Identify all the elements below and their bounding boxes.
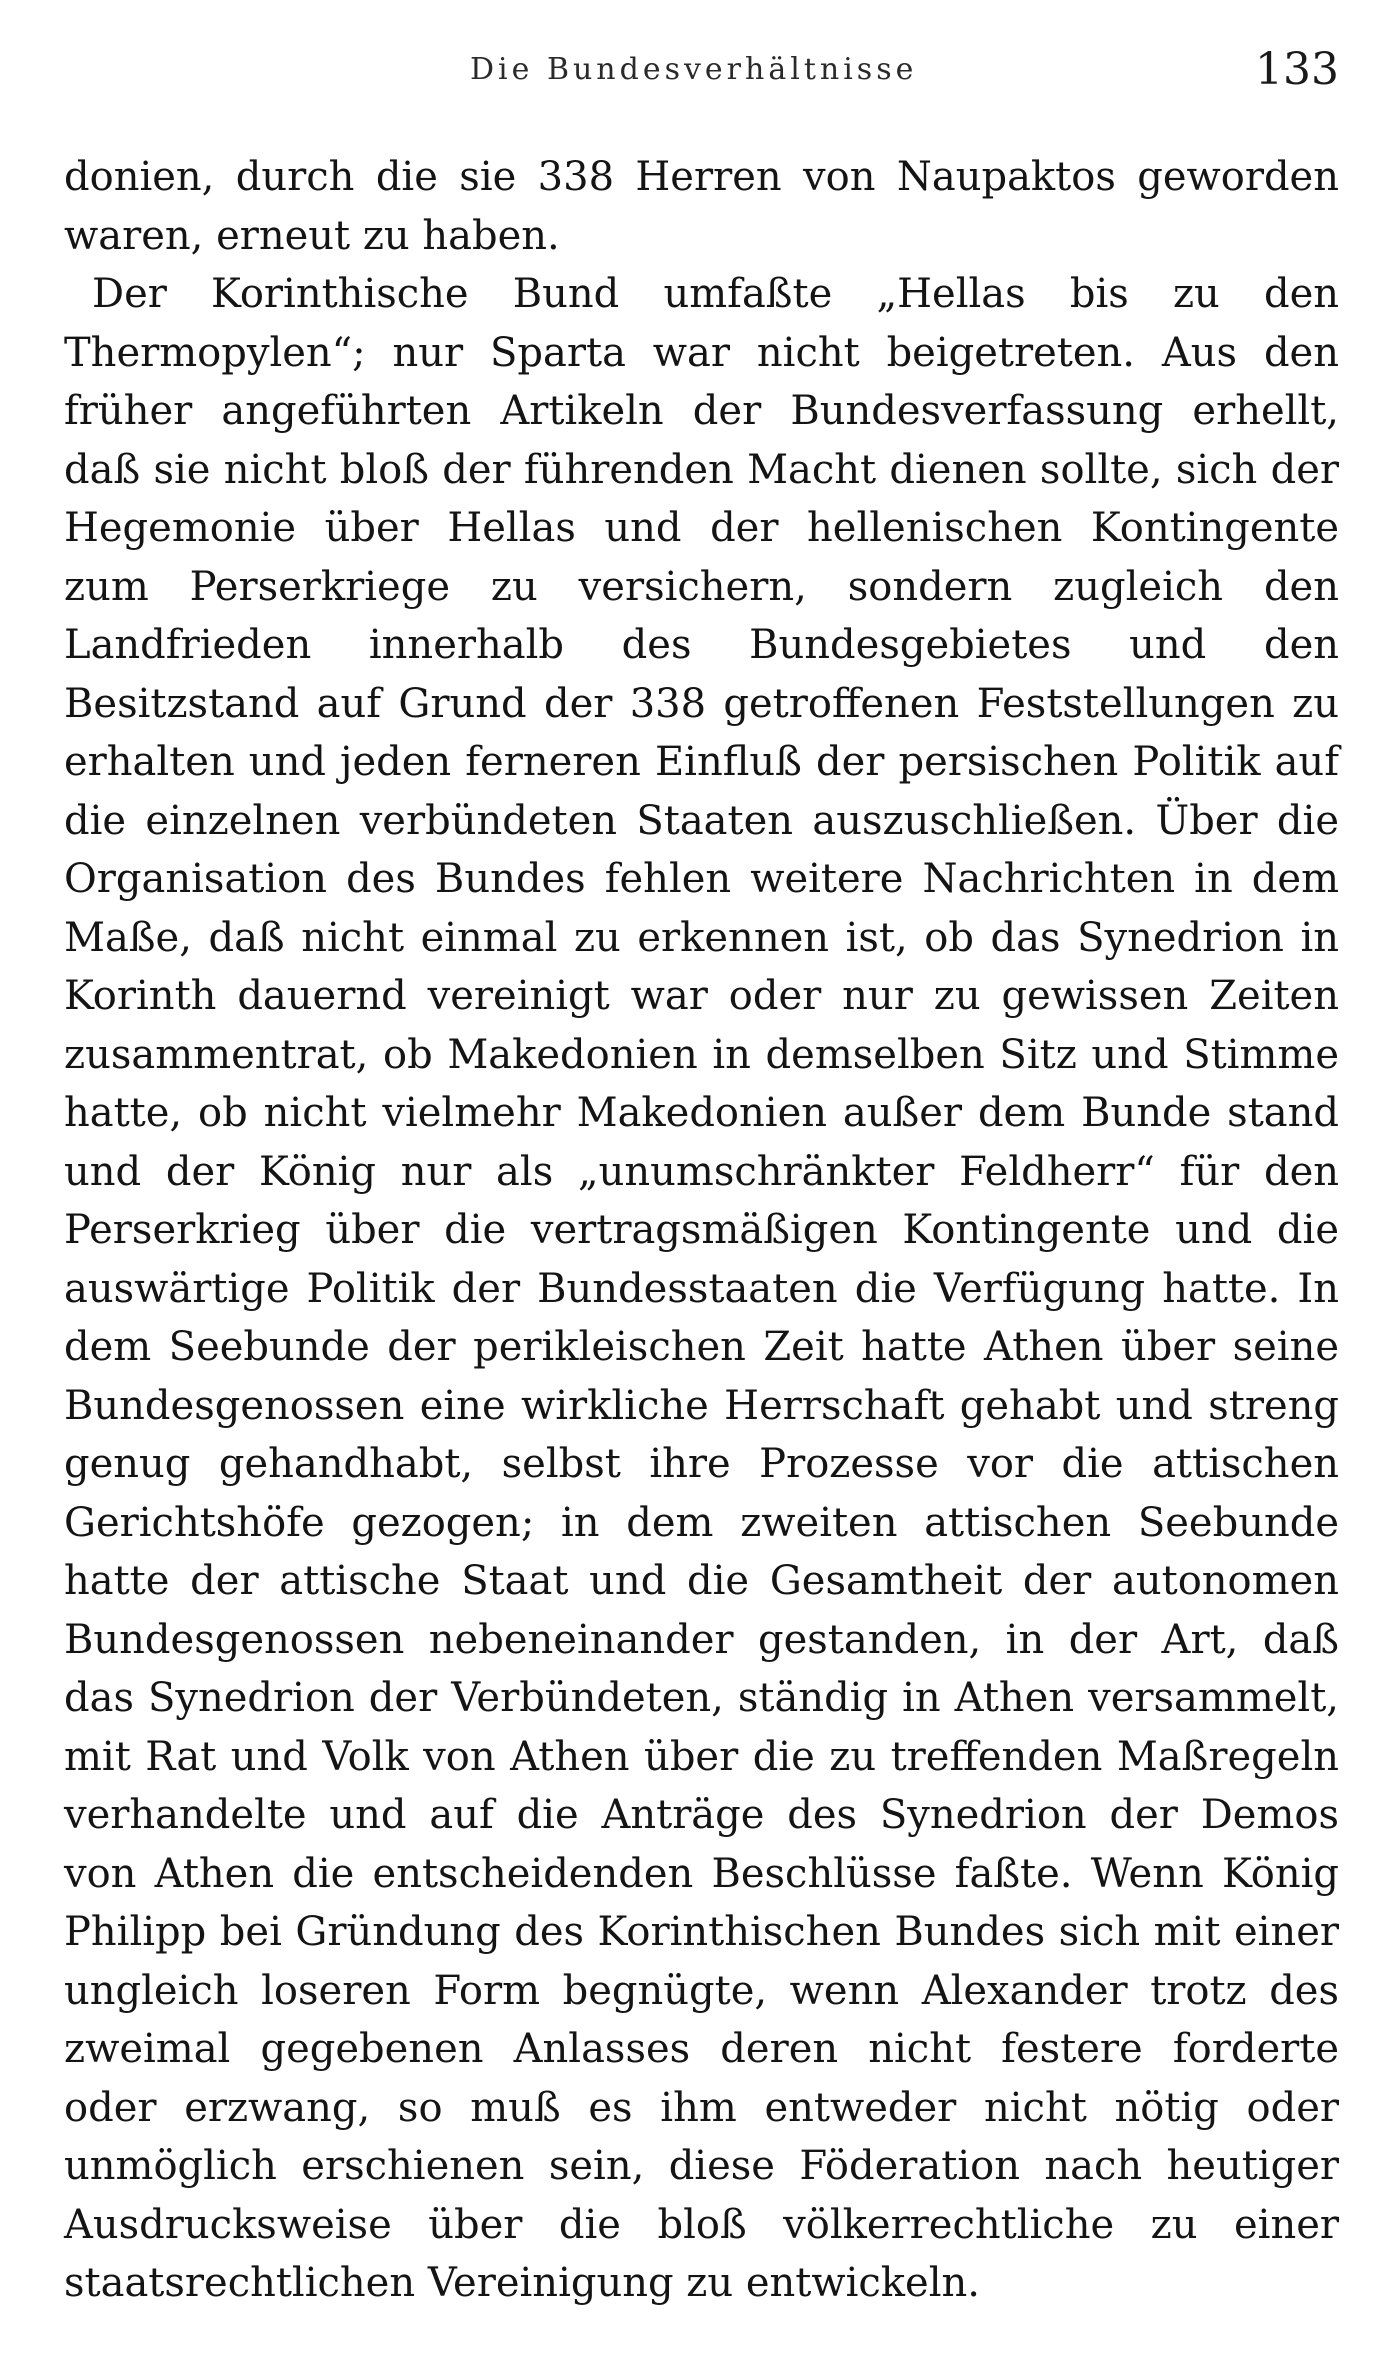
- paragraph-continuation: donien, durch die sie 338 Herren von Naupaktos geworden waren, erneut zu haben.: [64, 154, 1339, 259]
- paragraph-korinthischer-bund: Der Korinthische Bund umfaßte „Hellas bis zu den Thermopylen“; nur Sparta war nicht beigetreten. Aus den früher angeführten Artikeln der Bundesverfassung erhellt, daß sie nicht bloß der führenden Macht dienen sollte, sich der Hegemonie über Hellas und der hellenischen Kontingente zum Perserkriege zu versichern, sondern zugleich den Landfrieden innerhalb des Bundesgebietes und den Besitzstand auf Grund der 338 getroffenen Feststellungen zu erhalten und jeden ferneren Einfluß der persischen Politik auf die einzelnen verbündeten Staaten auszuschließen. Über die Organisation des Bundes fehlen weitere Nachrichten in dem Maße, daß nicht einmal zu erkennen ist, ob das Synedrion in Korinth dauernd vereinigt war oder nur zu gewissen Zeiten zusammentrat, ob Makedonien in demselben Sitz und Stimme hatte, ob nicht vielmehr Makedonien außer dem Bunde stand und der König nur als „unumschränkter Feldherr“ für den Perserkrieg über die vertragsmäßigen Kontingente und die auswärtige Politik der Bundesstaaten die Verfügung hatte. In dem Seebunde der perikleischen Zeit hatte Athen über seine Bundesgenossen eine wirkliche Herrschaft gehabt und streng genug gehandhabt, selbst ihre Prozesse vor die attischen Gerichtshöfe gezogen; in dem zweiten attischen Seebunde hatte der attische Staat und die Gesamtheit der autonomen Bundesgenossen nebeneinander gestanden, in der Art, daß das Synedrion der Verbündeten, ständig in Athen versammelt, mit Rat und Volk von Athen über die zu treffenden Maßregeln verhandelte und auf die Anträge des Synedrion der Demos von Athen die entscheidenden Beschlüsse faßte. Wenn König Philipp bei Gründung des Korinthischen Bundes sich mit einer ungleich loseren Form begnügte, wenn Alexander trotz des zweimal gegebenen Anlasses deren nicht festere forderte oder erzwang, so muß es ihm entweder nicht nötig oder unmöglich erschienen sein, diese Föderation nach heutiger Ausdrucksweise über die bloß völkerrechtliche zu einer staatsrechtlichen Vereinigung zu entwickeln.: [64, 271, 1339, 2306]
- page-number: 133: [1255, 44, 1339, 95]
- body-text: [64, 148, 1339, 2313]
- running-head: Die Bundesverhältnisse: [470, 52, 918, 87]
